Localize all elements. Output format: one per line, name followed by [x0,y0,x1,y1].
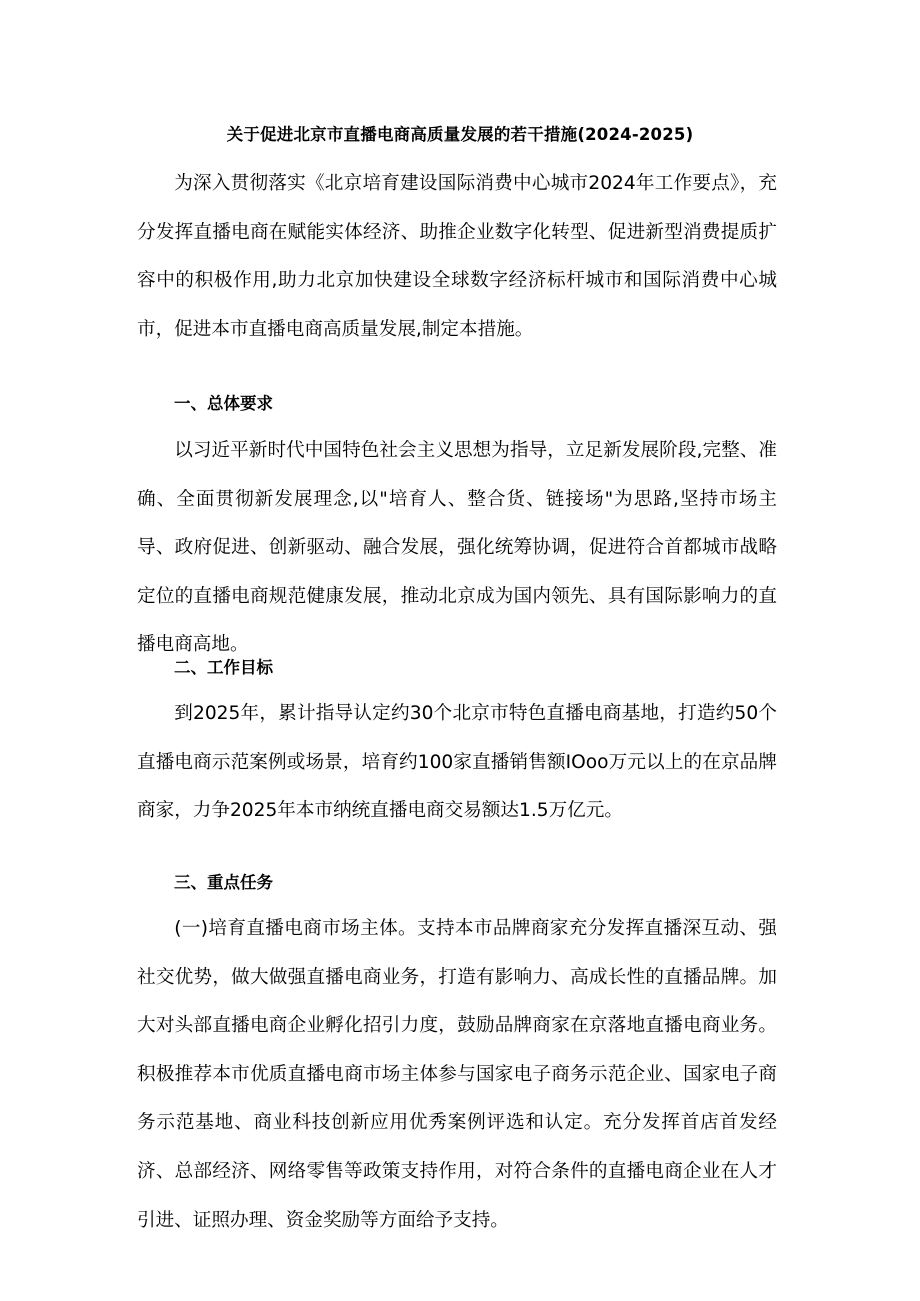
section-heading-key-tasks: 三、重点任务 [174,873,273,892]
section-heading-general-requirements: 一、总体要求 [174,394,273,413]
intro-paragraph: 为深入贯彻落实《北京培育建设国际消费中心城市2024年工作要点》，充分发挥直播电商在赋能实体经济、助推企业数字化转型、促进新型消费提质扩容中的积极作用,助力北京加快建设全球数字经济标杆城市和国际消费中心城市，促进本市直播电商高质量发展,制定本措施。 [137,173,777,340]
section-heading-work-goals: 二、工作目标 [174,658,273,677]
document-title: 关于促进北京市直播电商高质量发展的若干措施(2024-2025) [226,125,694,144]
section-body-work-goals: 到2025年，累计指导认定约30个北京市特色直播电商基地，打造约50个直播电商示范案例或场景，培育约100家直播销售额IOoo万元以上的在京品牌商家，力争2025年本市纳统直播电商交易额达1.5万亿元。 [137,703,777,822]
section-body-general-requirements: 以习近平新时代中国特色社会主义思想为指导，立足新发展阶段,完整、准确、全面贯彻新发展理念,以"培育人、整合货、链接场"为思路,坚持市场主导、政府促进、创新驱动、融合发展，强化统筹协调，促进符合首都城市战略定位的直播电商规范健康发展，推动北京成为国内领先、具有国际影响力的直播电商高地。 [137,440,777,656]
section-body-key-tasks: (一)培育直播电商市场主体。支持本市品牌商家充分发挥直播深互动、强社交优势，做大做强直播电商业务，打造有影响力、高成长性的直播品牌。加大对头部直播电商企业孵化招引力度，鼓励品牌商家在京落地直播电商业务。积极推荐本市优质直播电商市场主体参与国家电子商务示范企业、国家电子商务示范基地、商业科技创新应用优秀案例评选和认定。充分发挥首店首发经济、总部经济、网络零售等政策支持作用，对符合条件的直播电商企业在人才引进、证照办理、资金奖励等方面给予支持。 [137,918,777,1231]
